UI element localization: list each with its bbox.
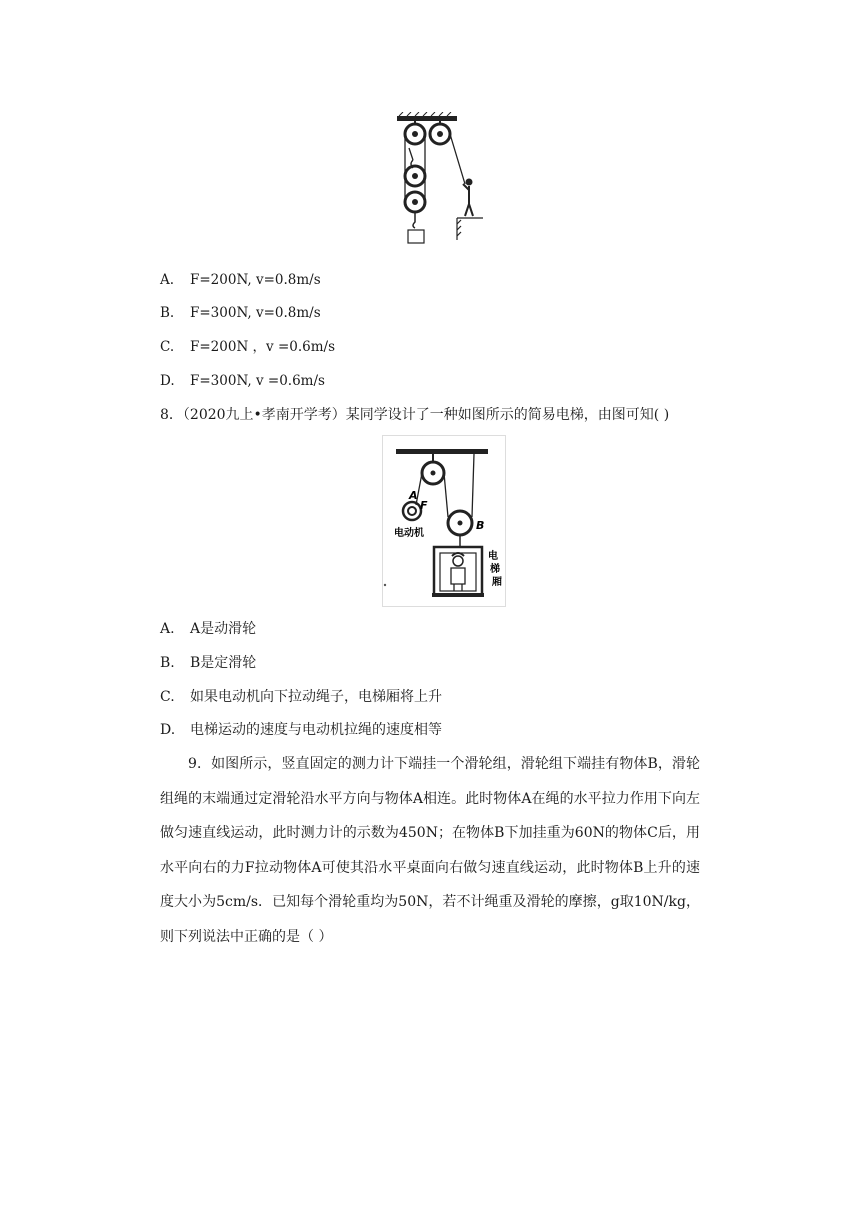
car-label-2: 梯: [490, 564, 500, 575]
q8-option-a: [160, 619, 256, 639]
q8-option-b-letter: B.: [160, 655, 175, 671]
pulley-a-label: A: [409, 489, 418, 502]
q7-option-b-letter: B.: [160, 305, 175, 321]
q8-option-b-text: B是定滑轮: [190, 655, 257, 671]
car-label-1: 电: [488, 551, 498, 562]
q9-paragraph: 9．如图所示，竖直固定的测力计下端挂一个滑轮组，滑轮组下端挂有物体B，滑轮组绳的末端通过定滑轮沿水平方向与物体A相连。此时物体A在绳的水平拉力作用下向左做匀速直线运动，此时测力计的示数为450N；在物体B下加挂重为60N的物体C后，用水平向右的力F拉动物体A可使其沿水平桌面向右做匀速直线运动，此时物体B上升的速度大小为5cm/s．已知每个滑轮重均为50N，若不计绳重及滑轮的摩擦，g取10N/kg，则下列说法中正确的是（ ）: [160, 756, 700, 945]
q7-option-b-text: F=300N, v=0.8m/s: [190, 305, 321, 321]
q7-option-a-text: F=200N, v=0.8m/s: [190, 272, 321, 288]
q8-option-c-text: 如果电动机向下拉动绳子，电梯厢将上升: [190, 689, 442, 705]
pulley-system-figure: [395, 112, 485, 247]
q7-option-d: [160, 371, 325, 391]
q7-option-a: [160, 270, 321, 290]
q8-option-d-letter: D.: [160, 722, 176, 738]
q7-option-d-letter: D.: [160, 373, 175, 389]
motor-label: 电动机: [394, 528, 424, 539]
force-label: F: [420, 499, 428, 512]
q7-option-b: [160, 303, 321, 323]
q8-stem: 8．（2020九上•孝南开学考）某同学设计了一种如图所示的简易电梯，由图可知( ): [160, 407, 670, 423]
q8-option-c-letter: C.: [160, 689, 175, 705]
q7-option-a-letter: A.: [160, 272, 175, 288]
car-label-3: 厢: [492, 577, 502, 588]
elevator-figure: [382, 435, 506, 607]
q8-option-b: [160, 653, 256, 673]
q7-option-d-text: F=300N, v =0.6m/s: [190, 373, 325, 389]
q7-option-c-text: F=200N ，v =0.6m/s: [190, 339, 336, 355]
q8-option-d-text: 电梯运动的速度与电动机拉绳的速度相等: [190, 722, 442, 738]
q8-option-a-text: A是动滑轮: [190, 621, 257, 637]
pulley-system-diagram: [395, 112, 485, 247]
q8-option-a-letter: A.: [160, 621, 175, 637]
q8-option-d: [160, 720, 442, 740]
pulley-b-label: B: [476, 519, 485, 532]
q7-option-c: [160, 337, 335, 357]
q8-option-c: [160, 687, 442, 707]
elevator-diagram: [382, 435, 506, 607]
q7-option-c-letter: C.: [160, 339, 175, 355]
